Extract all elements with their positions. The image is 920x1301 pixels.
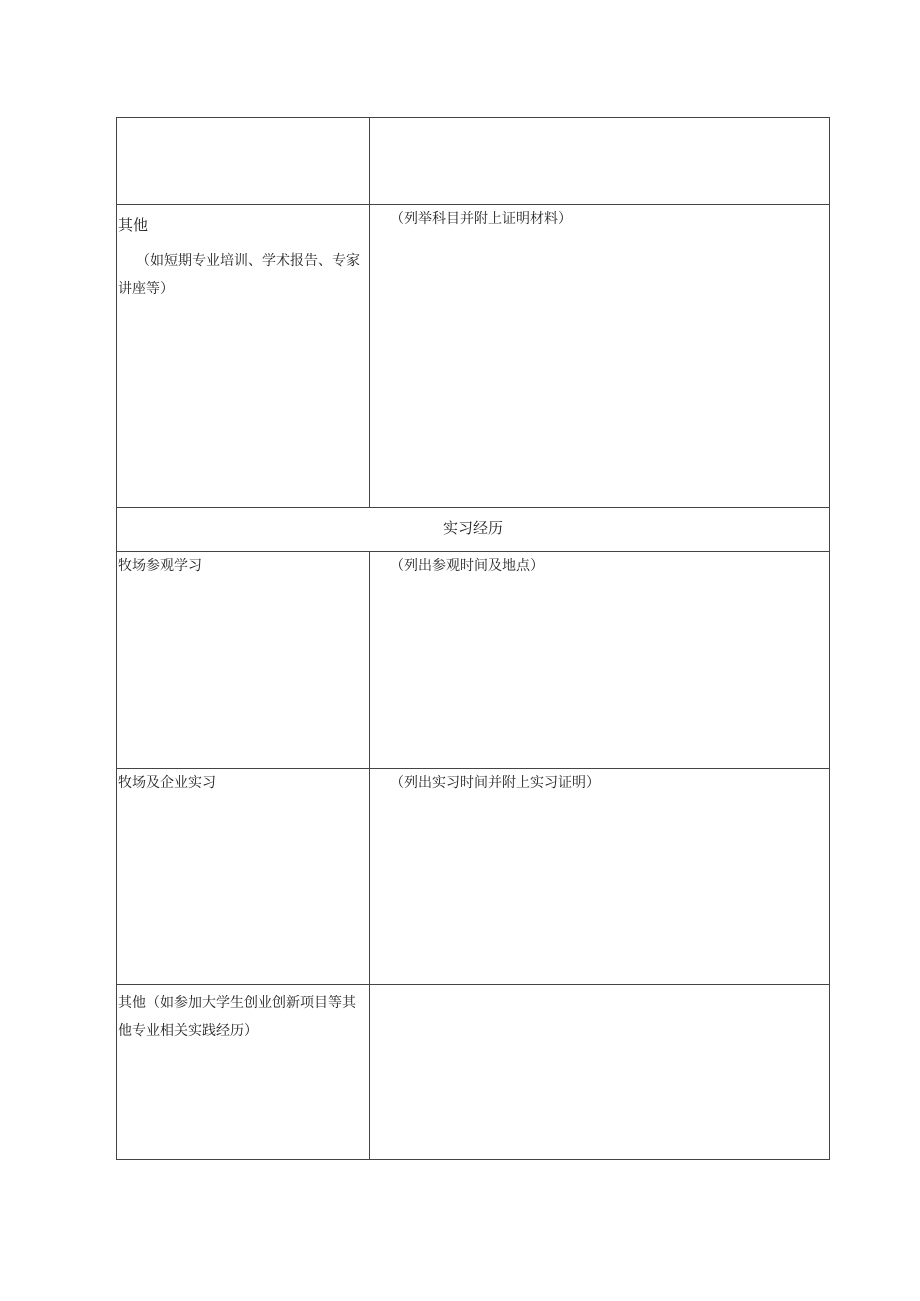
farm-internship-label: 牧场及企业实习 xyxy=(118,775,216,791)
cell-right-empty[interactable] xyxy=(370,118,829,204)
other-training-note: （列举科目并附上证明材料） xyxy=(390,211,572,227)
form-table xyxy=(116,117,830,1160)
cell-right-other-training[interactable] xyxy=(370,205,829,507)
farm-visit-note: （列出参观时间及地点） xyxy=(390,558,544,574)
other-training-description: （如短期专业培训、学术报告、专家讲座等） xyxy=(118,253,360,297)
cell-left-farm-visit xyxy=(117,552,370,768)
table-row-other-training xyxy=(117,205,829,508)
farm-visit-label: 牧场参观学习 xyxy=(118,558,202,574)
table-row-farm-internship xyxy=(117,769,829,985)
section-title: 实习经历 xyxy=(442,519,503,537)
cell-left-other-practice xyxy=(117,985,370,1159)
other-practice-label: 其他（如参加大学生创业创新项目等其他专业相关实践经历） xyxy=(118,995,356,1039)
section-header-row xyxy=(117,508,829,552)
table-row-empty xyxy=(117,118,829,205)
cell-left-farm-internship xyxy=(117,769,370,984)
farm-internship-note: （列出实习时间并附上实习证明） xyxy=(390,775,600,791)
table-row-farm-visit xyxy=(117,552,829,769)
cell-right-other-practice[interactable] xyxy=(370,985,829,1159)
cell-left-empty xyxy=(117,118,370,204)
table-row-other-practice xyxy=(117,985,829,1159)
cell-right-farm-visit[interactable] xyxy=(370,552,829,768)
other-training-heading: 其他 xyxy=(118,216,149,234)
cell-left-other-training xyxy=(117,205,370,507)
cell-right-farm-internship[interactable] xyxy=(370,769,829,984)
